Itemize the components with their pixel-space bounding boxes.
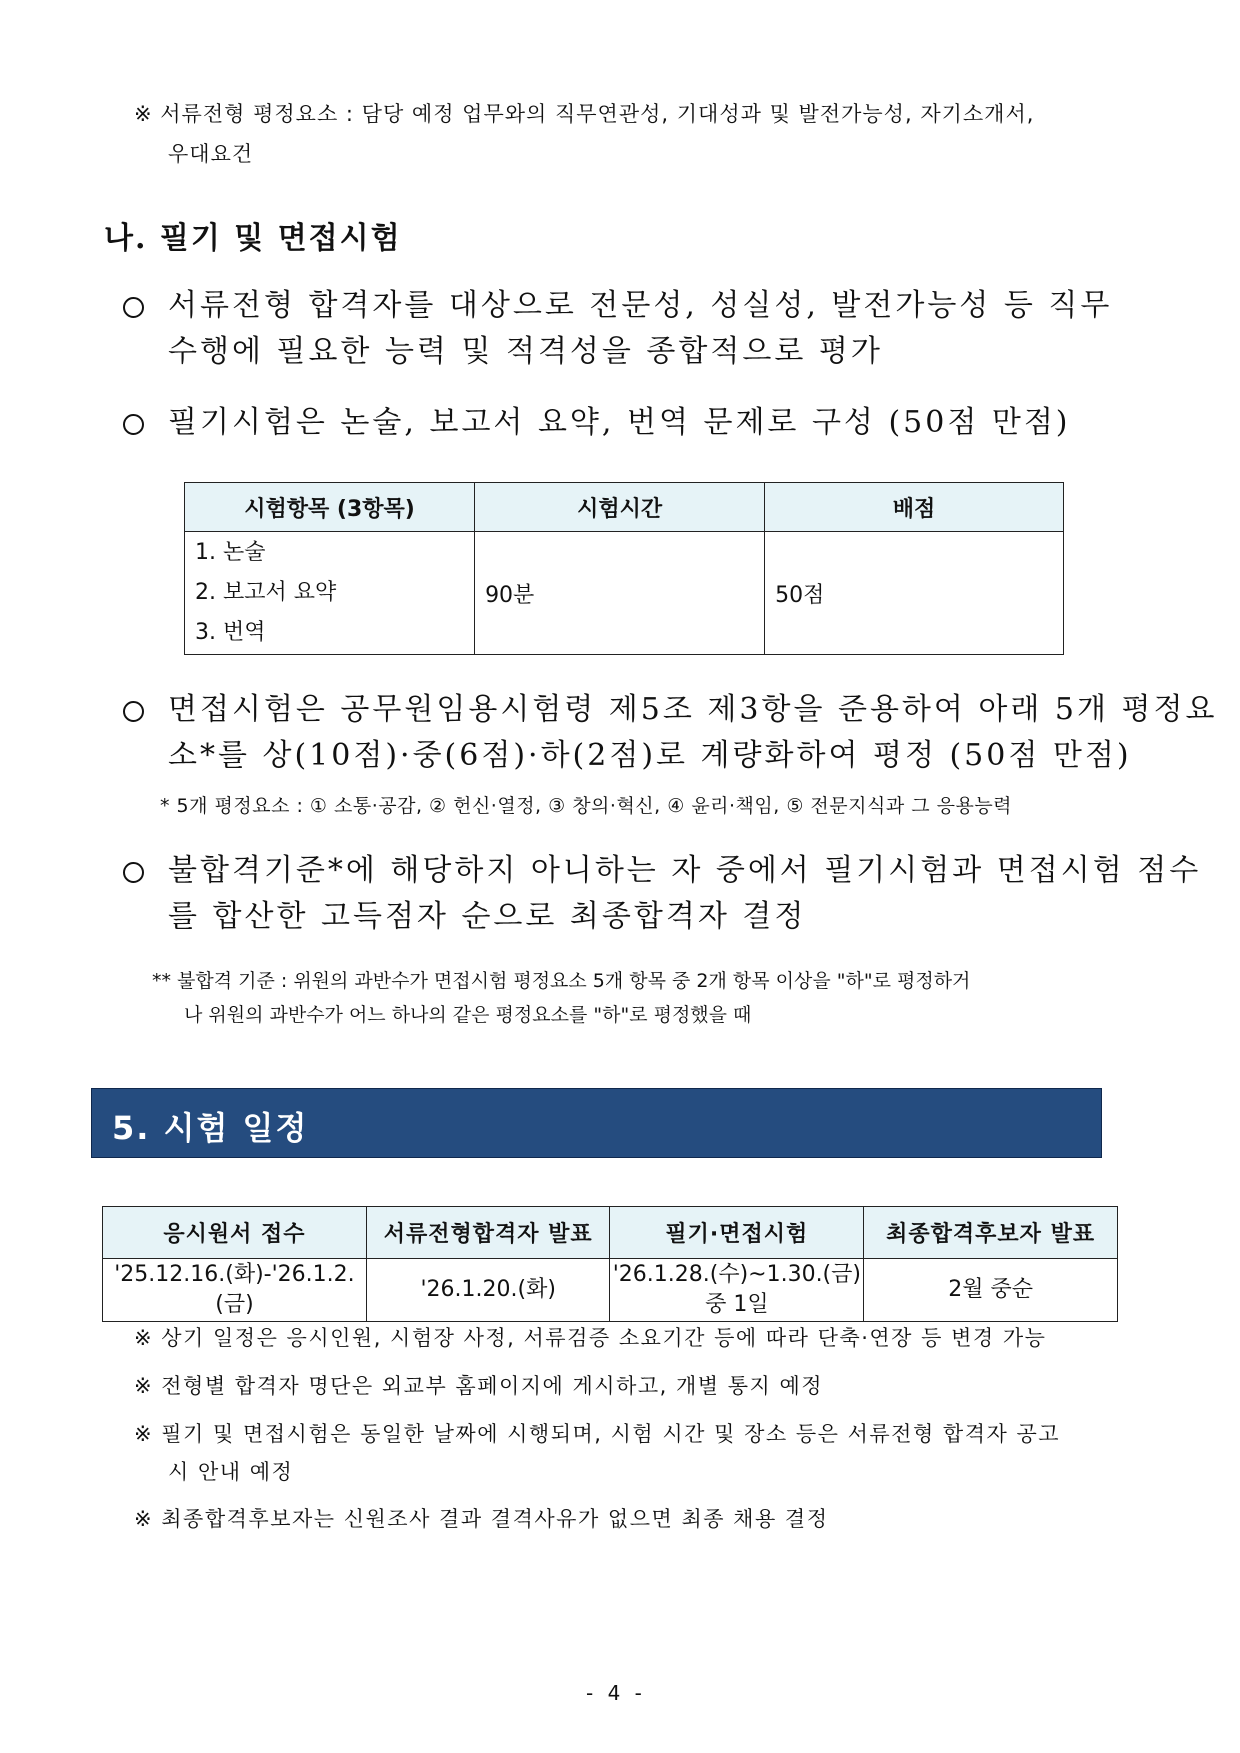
- exam-date-note: 중 1일: [705, 1292, 769, 1317]
- exam-item: 3. 번역: [195, 620, 266, 645]
- bullet3-line2: 소*를 상(10점)·중(6점)·하(2점)로 계량화하여 평정 (50점 만점): [168, 738, 1132, 773]
- table-header-cell: 시험항목 (3항목): [185, 483, 475, 532]
- table-header-cell: 응시원서 접수: [103, 1207, 367, 1259]
- page-number: - 4 -: [586, 1681, 646, 1705]
- bullet-circle-icon: [123, 414, 144, 435]
- table-header-cell: 최종합격후보자 발표: [864, 1207, 1118, 1259]
- bullet1-line2: 수행에 필요한 능력 및 적격성을 종합적으로 평가: [168, 334, 883, 369]
- exam-schedule-table: [102, 1206, 1118, 1322]
- table-header-cell: 필기·면접시험: [610, 1207, 864, 1259]
- table-header-cell: 서류전형합격자 발표: [366, 1207, 610, 1259]
- footnote-fail-criteria-line2: 나 위원의 과반수가 어느 하나의 같은 평정요소를 "하"로 평정했을 때: [184, 1004, 752, 1026]
- application-period-cell: '25.12.16.(화)-'26.1.2.(금): [103, 1259, 367, 1322]
- exam-date-cell: [610, 1259, 864, 1322]
- bullet-circle-icon: [123, 701, 144, 722]
- bullet-circle-icon: [123, 862, 144, 883]
- footnote-fail-criteria-line1: ** 불합격 기준 : 위원의 과반수가 면접시험 평정요소 5개 항목 중 2개 항목 이상을 "하"로 평정하거: [152, 970, 971, 992]
- evaluation-note-line2: 우대요건: [168, 142, 254, 166]
- table-header-cell: 시험시간: [475, 483, 765, 532]
- section-heading-na: 나. 필기 및 면접시험: [104, 221, 402, 256]
- exam-item: 2. 보고서 요약: [195, 580, 337, 605]
- document-result-date-cell: '26.1.20.(화): [366, 1259, 610, 1322]
- exam-date-range: '26.1.28.(수)~1.30.(금): [612, 1262, 861, 1287]
- footnote-evaluation-elements: * 5개 평정요소 : ① 소통·공감, ② 헌신·열정, ③ 창의·혁신, ④ 윤리·책임, ⑤ 전문지식과 그 응용능력: [160, 795, 1013, 817]
- bullet2-text: 필기시험은 논술, 보고서 요약, 번역 문제로 구성 (50점 만점): [168, 405, 1071, 440]
- section-5-banner: [91, 1088, 1102, 1158]
- schedule-note: ※ 최종합격후보자는 신원조사 결과 결격사유가 없으면 최종 채용 결정: [134, 1507, 829, 1531]
- schedule-note-continued: 시 안내 예정: [168, 1460, 294, 1484]
- bullet4-line1: 불합격기준*에 해당하지 아니하는 자 중에서 필기시험과 면접시험 점수: [168, 853, 1202, 888]
- final-result-date-cell: 2월 중순: [864, 1259, 1118, 1322]
- bullet4-line2: 를 합산한 고득점자 순으로 최종합격자 결정: [168, 899, 807, 934]
- schedule-note: ※ 전형별 합격자 명단은 외교부 홈페이지에 게시하고, 개별 통지 예정: [134, 1374, 824, 1398]
- bullet-circle-icon: [123, 297, 144, 318]
- exam-score-cell: 50점: [765, 532, 1064, 655]
- bullet1-line1: 서류전형 합격자를 대상으로 전문성, 성실성, 발전가능성 등 직무: [168, 288, 1113, 323]
- section-5-title: 5. 시험 일정: [112, 1109, 309, 1147]
- exam-time-cell: 90분: [475, 532, 765, 655]
- schedule-note: ※ 상기 일정은 응시인원, 시험장 사정, 서류검증 소요기간 등에 따라 단축·연장 등 변경 가능: [134, 1326, 1047, 1350]
- bullet3-line1: 면접시험은 공무원임용시험령 제5조 제3항을 준용하여 아래 5개 평정요: [168, 692, 1218, 727]
- written-exam-table: [184, 482, 1064, 655]
- exam-items-cell: [185, 532, 475, 655]
- evaluation-note-line1: ※ 서류전형 평정요소 : 담당 예정 업무와의 직무연관성, 기대성과 및 발전가능성, 자기소개서,: [134, 102, 1035, 126]
- schedule-note: ※ 필기 및 면접시험은 동일한 날짜에 시행되며, 시험 시간 및 장소 등은 서류전형 합격자 공고: [134, 1422, 1061, 1446]
- table-header-cell: 배점: [765, 483, 1064, 532]
- exam-item: 1. 논술: [195, 540, 266, 565]
